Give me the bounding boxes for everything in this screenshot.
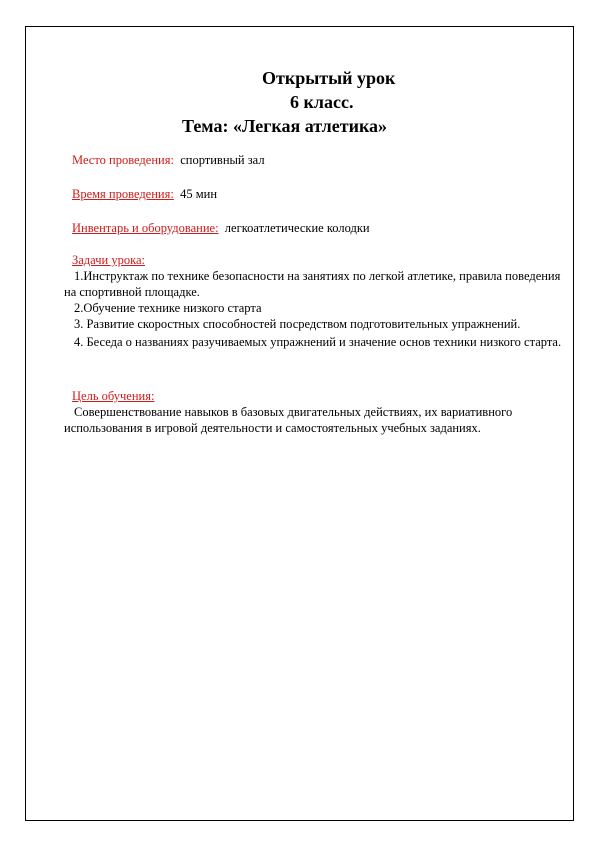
goal-text: Совершенствование навыков в базовых двигательных действиях, их вариативного использования в игровой деятельности и самостоятельных учебных заданиях.: [64, 405, 513, 435]
time-row: [72, 186, 217, 202]
lesson-title: Открытый урок: [262, 68, 396, 88]
inventory-label: Инвентарь и оборудование:: [72, 221, 219, 235]
place-row: [72, 152, 265, 168]
place-value: спортивный зал: [180, 153, 265, 167]
goal-heading-row: [72, 388, 154, 404]
tasks-heading-row: [72, 252, 145, 268]
time-label: Время проведения:: [72, 187, 174, 201]
topic-title: Тема: «Легкая атлетика»: [182, 116, 388, 136]
place-label: Место проведения:: [72, 153, 174, 167]
inventory-row: [72, 220, 370, 236]
goal-heading: Цель обучения:: [72, 389, 155, 403]
task-item-3: 3. Развитие скоростных способностей посредством подготовительных упражнений.: [74, 317, 521, 331]
task-item-4: 4. Беседа о названиях разучиваемых упражнений и значение основ техники низкого старта.: [74, 335, 562, 349]
tasks-heading: Задачи урока:: [72, 253, 145, 267]
inventory-value: легкоатлетические колодки: [224, 221, 370, 235]
task-item-1: 1.Инструктаж по технике безопасности на занятиях по легкой атлетике, правила поведения на спортивной площадке.: [64, 269, 561, 299]
grade-title: 6 класс.: [290, 92, 354, 112]
task-item-2: 2.Обучение технике низкого старта: [74, 301, 262, 315]
time-value: 45 мин: [180, 187, 218, 201]
